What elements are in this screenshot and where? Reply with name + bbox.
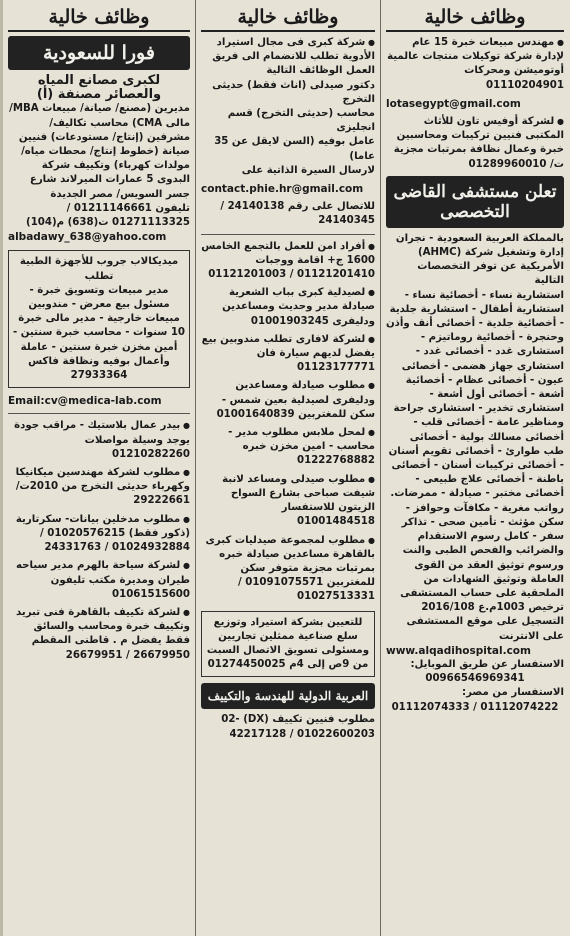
ad-pharma-import: ● شركة كبرى فى مجال استيراد الأدوية تطلب للانضمام الى فريق العمل الوظائف التالية دكتور صيدلى (اناث فقط) حديثى التخرج محاسب (حديثى التخرج) قسم انجليزى عامل بوفيه (السن لايقل عن 35 عاما) لارسال السيرة الذاتية على xyxy=(201,36,375,178)
egypt-label: الاستفسار من مصر: xyxy=(462,687,564,699)
classified-ads xyxy=(8,419,190,662)
ad-pharmacy-ain: ● مطلوب صيادلة ومساعدين ودليفرى لصيدلية بعين شمس - سكن للمغتربين 01001640839 xyxy=(201,379,375,422)
ad-security: ● أفراد امن للعمل بالتجمع الخامس 1600 ج+ اقامة ووجبات 01121201410 / 01121201003 xyxy=(201,240,375,283)
ad-clothes: ● لمحل ملابس مطلوب مدير - محاسب - امين مخزن خبره 01222768882 xyxy=(201,426,375,469)
ad-email: lotasegypt@gmail.com xyxy=(386,97,521,110)
factory-phones: تليفون 01211146661 / 01271113325 ت(638) م(104) xyxy=(26,202,190,229)
ad-plastic: ● بيدر عمال بلاستيك - مراقب جودة يوجد وسيلة مواصلات 01210282260 xyxy=(8,419,190,462)
factory-email: albadawy_638@yahoo.com xyxy=(8,231,167,244)
ad-ac-company: ● لشركة تكييف بالقاهرة فنى تبريد وتكييف خبرة ومحاسب والسائق فقط يفضل م . قاطنى المقطم 26679950 / 26679951 xyxy=(8,606,190,663)
divider xyxy=(8,413,190,414)
ad-data-entry: ● مطلوب مدخلين بيانات- سكرتارية (ذكور فقط) 01020576215 / 01024932884 / 24331763 xyxy=(8,513,190,556)
mobile-label: الاستفسار عن طريق الموبايل: xyxy=(410,658,564,670)
egypt-phones: 01112074222 / 01112074333 xyxy=(391,701,559,713)
middle-column xyxy=(197,0,379,936)
right-column xyxy=(382,0,568,936)
column-divider xyxy=(380,0,381,936)
ad-lafary: ● لشركة لافارى تطلب مندوبين بيع يفضل لديهم سيارة فان 01123177771 xyxy=(201,333,375,376)
jobs-header: وظائف خالية xyxy=(386,6,564,32)
jobs-header: وظائف خالية xyxy=(8,6,190,32)
saudi-banner: فورا للسعودية xyxy=(8,36,190,70)
ad-sales-engineer: ● مهندس مبيعات خبرة 15 عام لإدارة شركة توكيلات منتجات عالمية أوتوميشن ومحركات 01110204901 xyxy=(386,36,564,93)
ad-engineers: ● مطلوب لشركة مهندسين ميكانيكا وكهرباء حديثى التخرج من 2010ت/ 29222661 xyxy=(8,466,190,509)
ad-pharmacist: ● مطلوب صيدلى ومساعد لانبة شيفت صباحى بشارع السواح الزيتون للاستفسار 01001484518 xyxy=(201,473,375,530)
divider xyxy=(201,234,375,235)
ad-email: contact.phie.hr@gmail.com xyxy=(201,183,364,196)
classified-ads xyxy=(386,36,564,172)
classified-ads xyxy=(201,36,375,605)
ad-pharmacy-group: ● مطلوب لمجموعة صيدليات كبرى بالقاهرة مساعدين صيادلة خبره بمرتبات مجزية متوفر سكن للمغتربين 01091075571 / 01027513331 xyxy=(201,534,375,605)
jobs-header: وظائف خالية xyxy=(201,6,375,32)
ad-ac-tech: مطلوب فنيين تكييف (DX) 02-42217128 / 01022600203 xyxy=(221,714,375,740)
medica-email: Email:cv@medica-lab.com xyxy=(8,395,162,408)
factory-body: مديرين (مصنع/ صيانة/ مبيعات MBA/ مالى CMA) محاسب تكاليف/ مشرفين (إنتاج/ مستودعات) فنيين صيانة (خطوط إنتاج/ محطات مياه/ مولدات كهرباء) وتكييف شركة البدوى 5 عمارات الميرلاند شارع جسر السويس/ مصر الجديدة xyxy=(9,103,190,200)
ad-office-town: ● لشركة أوفيس تاون للأثاث المكتبى فنيين تركيبات ومحاسبين خبرة وعمال نظافة بمرتبات مجزية ت/ 01289960010 xyxy=(386,115,564,172)
mobile-number: 00966546969341 xyxy=(425,673,525,685)
hospital-banner: تعلن مستشفى القاضى التخصصى xyxy=(386,176,564,228)
ad-pharmacy-bab: ● لصيدلية كبرى بباب الشعرية صيادلة مدير وحديث ومساعدين ودليفرى 01001903245 xyxy=(201,286,375,329)
page-edge xyxy=(0,0,3,936)
engineering-banner: العربية الدولية للهندسة والتكييف xyxy=(201,683,375,709)
ad-tourism: ● لشركة سياحة بالهرم مدير سياحه طيران ومديرة مكتب تليفون 01061515600 xyxy=(8,559,190,602)
hospital-text: بالمملكة العربية السعودية - نجران إدارة وتشغيل شركة (AHMC) الأمريكية عن توفر التخصصات التالية استشارية نساء - أخصائية نساء - استشارية أطفال - استشارية جلدية - أخصائية جلدية - أخصائى أنف وأذن وحنجرة - أخصائية روماتيزم - استشارى غدد - أخصائى غدد - استشارى جهاز هضمى - أخصائى عيون - أخصائى عظام - أخصائية أشعة - أخصائى أول أشعة - استشارى تخدير - استشارى جراحة ومناظير عامة - أخصائى قلب - أخصائى مسالك بولية - أخصائى طب طوارئ - أخصائى تقويم أسنان - أخصائى تركيبات أسنان - أخصائى باطنة - أخصائى علاج طبيعى - أخصائى مختبر - صيادلة - ممرضات. رواتب مغرية - مكافآت وحوافز - سكن مؤثث - تأمين صحى - تذاكر سفر - كامل رسوم الاستقدام والضرائب والفحص الطبى والنت ورسوم توثيق العقد من القوى العاملة وتوثيق الشهادات من الملحقية على حساب المستشفى ترخيص 1003م.ع 2016/108 التسجيل على موقع المستشفى على الانترنت xyxy=(385,232,564,642)
factory-subtitle: لكبرى مصانع المياه والعصائر مصنفة (أ) xyxy=(36,73,162,103)
ad-phone: للاتصال على رقم 24140138 / 24140345 xyxy=(220,201,375,227)
hospital-website: www.alqadihospital.com xyxy=(386,644,531,657)
import-box: للتعيين بشركة استيراد وتوزيع سلع صناعية ممثلين تجاريين ومسئولى تسويق الاتصال السبت من 9ص إلى 4م 01274450025 xyxy=(201,611,375,678)
medica-box: ميديكالاب جروب للأجهزة الطبية تطلب مدير مبيعات وتسويق خبرة - مسئول بيع معرض - مندوبين مبيعات خارجية - مدير مالى خبرة 10 سنوات - محاسب خبرة سنتين - أمين مخزن خبرة سنتين - عاملة وأعمال بوفيه ونظافة فاكس 27933364 xyxy=(8,250,190,388)
column-divider xyxy=(195,0,196,936)
left-column xyxy=(4,0,194,936)
